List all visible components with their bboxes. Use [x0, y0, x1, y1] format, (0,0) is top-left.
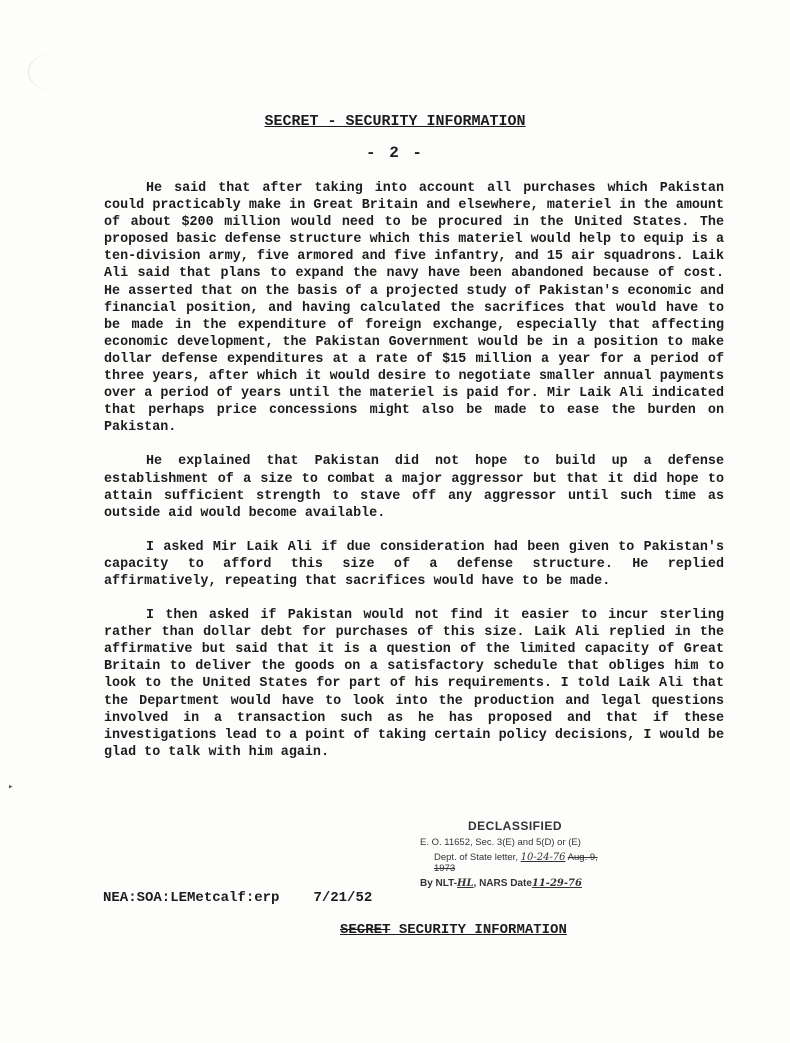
stamp-eo-line: E. O. 11652, Sec. 3(E) and 5(D) or (E): [420, 837, 581, 848]
stamp-by-handwritten: HL: [457, 878, 474, 889]
footer-struck: SECRET: [340, 922, 391, 938]
declassification-stamp: [416, 819, 616, 889]
stamp-title: DECLASSIFIED: [468, 819, 563, 833]
footer-text: SECURITY INFORMATION: [390, 922, 567, 938]
stamp-nars-label: , NARS Date: [473, 878, 532, 889]
stamp-dept-prefix: Dept. of State letter,: [434, 852, 518, 863]
stamp-by-line: [416, 878, 616, 889]
stamp-dept-handwritten: 10-24-76: [520, 852, 566, 863]
reference-code: NEA:SOA:LEMetcalf:erp: [103, 890, 280, 906]
stamp-nars-handwritten: 11-29-76: [531, 878, 582, 889]
stamp-by-label: By NLT-: [420, 878, 458, 889]
classification-footer: [340, 922, 567, 938]
paragraph-3: I asked Mir Laik Ali if due consideration had been given to Pakistan's capacity to afford this size of a defense structure. He replied affirmatively, repeating that sacrifices would have to be made.: [104, 539, 724, 589]
classification-suffix: - SECURITY INFORMATION: [318, 113, 526, 130]
paragraph-4: I then asked if Pakistan would not find it easier to incur sterling rather than dollar debt for purchases of this size. Laik Ali replied in the affirmative but said that it is a question of the limited capacity of Great Britain to deliver the goods on a satisfactory schedule that obliges him to look to the United States for part of his requirements. I told Laik Ali that the Department would have to look into the production and legal questions involved in a transaction such as he has proposed and that if these investigations lead to a point of taking certain policy decisions, I would be glad to talk with him again.: [104, 608, 724, 760]
reference-date: 7/21/52: [313, 890, 373, 906]
memo-body: [104, 180, 724, 778]
margin-mark: ▸: [8, 782, 14, 792]
page-number: - 2 -: [365, 144, 424, 162]
paragraph-1: He said that after taking into account all purchases which Pakistan could practicably make in Great Britain and elsewhere, materiel in the amount of about $200 million would need to be procured in the United States. The proposed basic defense structure which this materiel would help to equip is a ten-division army, five armored and five infantry, and 15 air squadrons. Laik Ali said that plans to expand the navy have been abandoned because of cost. He asserted that on the basis of a projected study of Pakistan's economic and financial position, and having calculated the sacrifices that would have to be made in the expenditure of foreign exchange, especially that affecting economic development, the Pakistan Government would be in a position to make dollar defense expenditures at a rate of $15 million a year for a period of three years, after which it would desire to negotiate smaller annual payments over a period of years until the materiel is paid for. Mir Laik Ali indicated that perhaps price concessions might also be made to ease the burden on Pakistan.: [104, 181, 724, 436]
stamp-dept-struck: Aug. 9, 1973: [434, 852, 598, 874]
stamp-dept-line: [416, 852, 616, 874]
classification-header: [0, 113, 790, 130]
classification-prefix: SECRET: [264, 113, 319, 130]
paper-mark: [28, 52, 89, 92]
reference-line: [103, 890, 372, 906]
paragraph-2: He explained that Pakistan did not hope to build up a defense establishment of a size to combat a major aggressor but that it did hope to attain sufficient strength to stave off any aggressor until such time as outside aid would become available.: [104, 454, 724, 521]
